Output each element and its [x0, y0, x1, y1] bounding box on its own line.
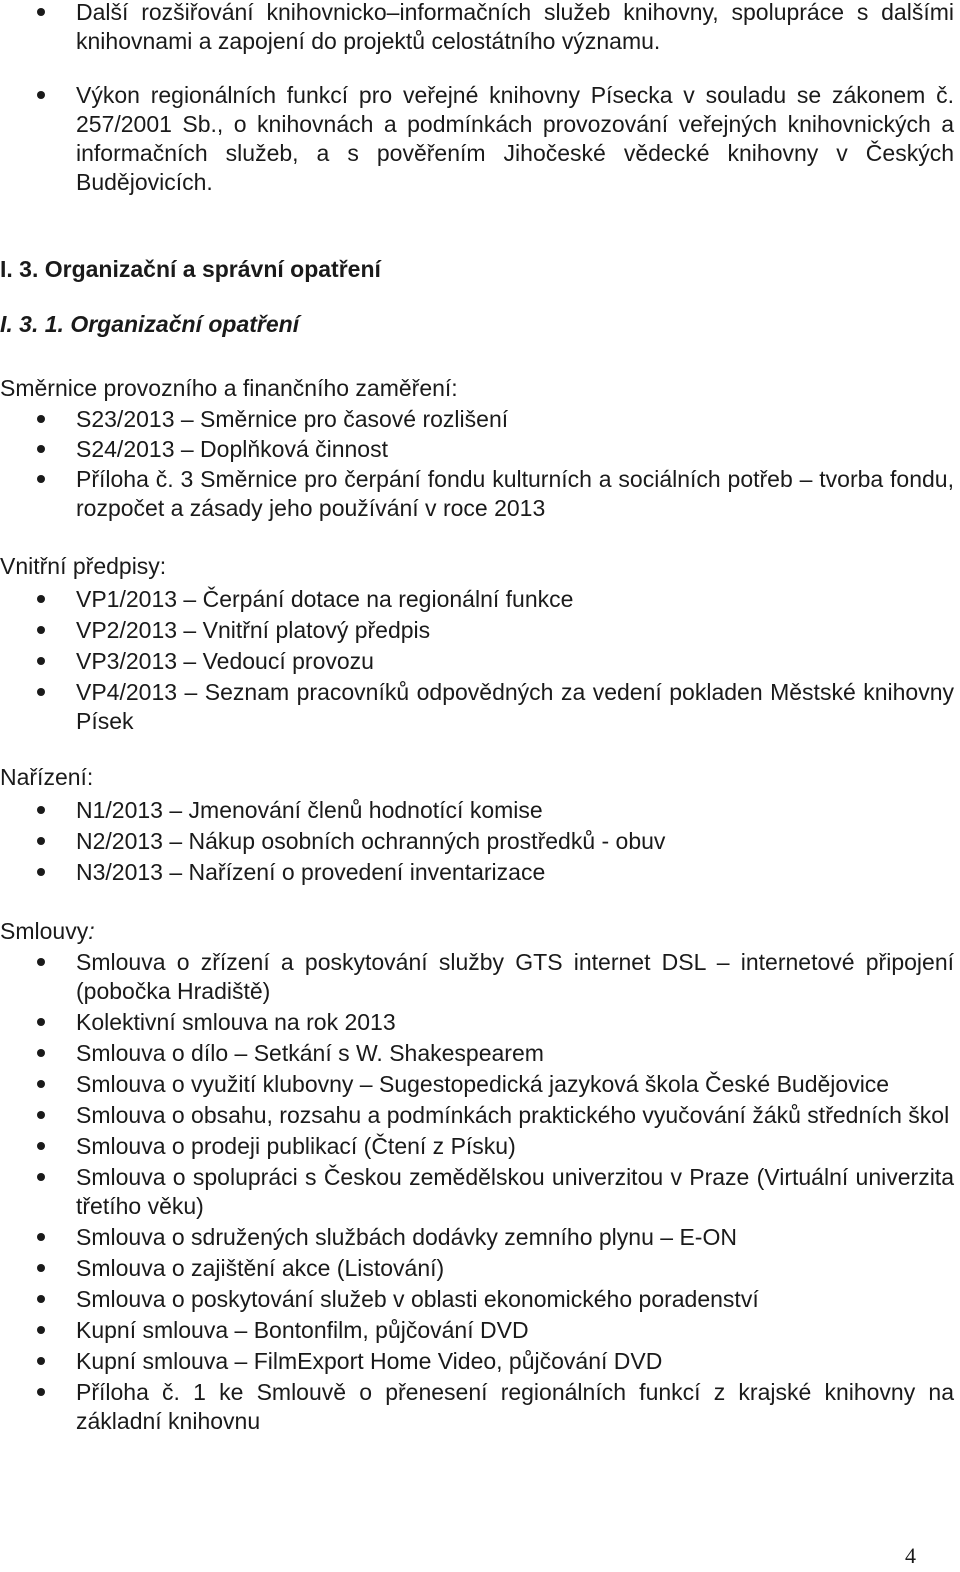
list-item: Smlouva o poskytování služeb v oblasti ekonomického poradenství: [0, 1285, 960, 1314]
list-item: Smlouva o zřízení a poskytování služby GTS internet DSL – internetové připojení (pobočka Hradiště): [0, 948, 960, 1006]
list-item: Smlouva o dílo – Setkání s W. Shakespearem: [0, 1039, 960, 1068]
list-item: Kolektivní smlouva na rok 2013: [0, 1008, 960, 1037]
section-heading: I. 3. Organizační a správní opatření: [0, 256, 381, 282]
smlouvy-label: [0, 917, 960, 946]
list-item: VP3/2013 – Vedoucí provozu: [0, 647, 960, 676]
list-item: Smlouva o spolupráci s Českou zemědělskou univerzitou v Praze (Virtuální univerzita třetího věku): [0, 1163, 960, 1221]
subsection-heading: I. 3. 1. Organizační opatření: [0, 311, 300, 337]
list-item: N3/2013 – Nařízení o provedení inventarizace: [0, 858, 960, 887]
list-item: Kupní smlouva – FilmExport Home Video, půjčování DVD: [0, 1347, 960, 1376]
narizeni-block: [0, 763, 960, 887]
list-item: N2/2013 – Nákup osobních ochranných prostředků - obuv: [0, 827, 960, 856]
list-item: Smlouva o využití klubovny – Sugestopedická jazyková škola České Budějovice: [0, 1070, 960, 1099]
narizeni-label: Nařízení:: [0, 764, 94, 790]
list-item: Smlouva o prodeji publikací (Čtení z Písku): [0, 1132, 960, 1161]
page-number: 4: [905, 1543, 916, 1568]
smernice-block: [0, 374, 960, 523]
list-item: Příloha č. 1 ke Smlouvě o přenesení regionálních funkcí z krajské knihovny na základní knihovnu: [0, 1378, 960, 1436]
smernice-label: Směrnice provozního a finančního zaměření:: [0, 375, 458, 401]
smlouvy-list: [0, 948, 960, 1436]
intro-list: [0, 0, 960, 197]
list-item: VP2/2013 – Vnitřní platový předpis: [0, 616, 960, 645]
list-item: Výkon regionálních funkcí pro veřejné knihovny Písecka v souladu se zákonem č. 257/2001 Sb., o knihovnách a podmínkách provozování veřejných knihovnických a informačních služeb, a s pověřením Jihočeské vědecké knihovny v Českých Budějovicích.: [0, 81, 960, 197]
list-item: N1/2013 – Jmenování členů hodnotící komise: [0, 796, 960, 825]
list-item: VP4/2013 – Seznam pracovníků odpovědných za vedení pokladen Městské knihovny Písek: [0, 678, 960, 736]
list-item: Další rozšiřování knihovnicko–informačních služeb knihovny, spolupráce s dalšími knihovnami a zapojení do projektů celostátního významu.: [0, 0, 960, 56]
predpisy-label: Vnitřní předpisy:: [0, 553, 167, 579]
predpisy-list: [0, 585, 960, 736]
smlouvy-label-text: Smlouvy: [0, 918, 89, 944]
list-item: Příloha č. 3 Směrnice pro čerpání fondu kulturních a sociálních potřeb – tvorba fondu, rozpočet a zásady jeho používání v roce 2013: [0, 465, 960, 523]
predpisy-block: [0, 552, 960, 736]
smernice-list: [0, 405, 960, 523]
smlouvy-block: [0, 917, 960, 1436]
list-item: S24/2013 – Doplňková činnost: [0, 435, 960, 464]
smlouvy-label-suffix: :: [88, 918, 95, 944]
list-item: S23/2013 – Směrnice pro časové rozlišení: [0, 405, 960, 434]
list-item: VP1/2013 – Čerpání dotace na regionální funkce: [0, 585, 960, 614]
list-item: Smlouva o sdružených službách dodávky zemního plynu – E-ON: [0, 1223, 960, 1252]
list-item: Smlouva o obsahu, rozsahu a podmínkách praktického vyučování žáků středních škol: [0, 1101, 960, 1130]
list-item: Kupní smlouva – Bontonfilm, půjčování DVD: [0, 1316, 960, 1345]
narizeni-list: [0, 796, 960, 887]
list-item: Smlouva o zajištění akce (Listování): [0, 1254, 960, 1283]
